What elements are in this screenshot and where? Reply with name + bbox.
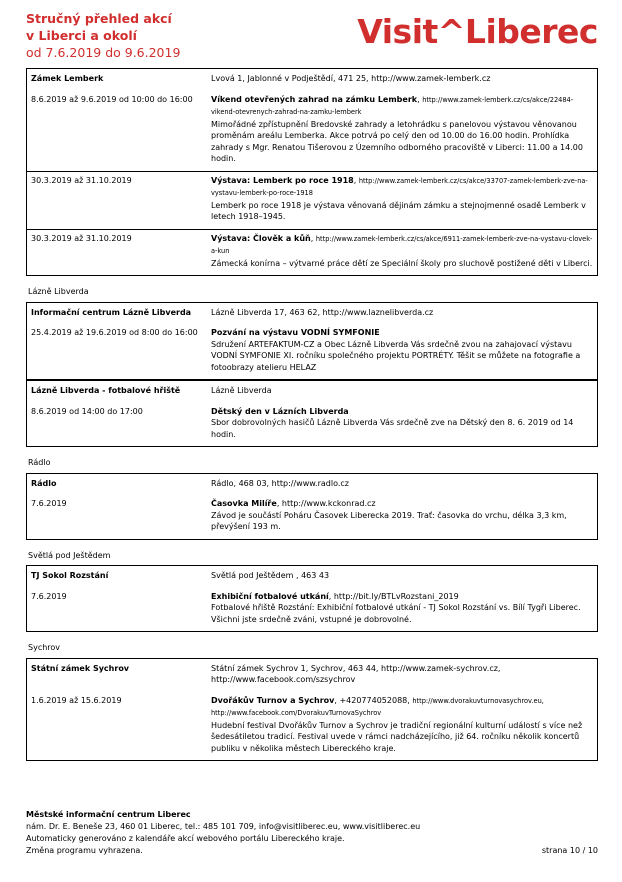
page-number: strana 10 / 10: [541, 846, 598, 855]
event-title: Dětský den v Lázních Libverda: [211, 406, 349, 416]
date-range: od 7.6.2019 do 9.6.2019: [26, 45, 181, 60]
venue-table: [26, 302, 598, 381]
event-title-line: [211, 498, 593, 510]
page-footer: [26, 809, 598, 857]
event-description: Sdružení ARTEFAKTUM-CZ a Obec Lázně Libverda Vás srdečně zvou na zahajovací výstavu VODNÍ SYMFONIE XI. ročníku společného projektu PORTRÉTY. Těšit se můžete na fotografie a fotoobrazy atelieru HELAZ: [211, 339, 581, 372]
venue-name: Informační centrum Lázně Libverda: [31, 307, 192, 317]
event-title-suffix: ,: [353, 175, 357, 185]
event-details: [207, 495, 598, 539]
event-row: [27, 229, 598, 276]
event-url[interactable]: http://www.zamek-lemberk.cz/cs/akce/33707-zamek-lemberk-zve-na-vystavu-lemberk-po-roce-1918: [211, 176, 588, 197]
page-header: [26, 10, 598, 68]
event-description: Mimořádné zpřístupnění Bredovské zahrady a letohrádku s panelovou výstavou věnovanou proměnám areálu Lemberka. Akce potrvá po celý den od 10.00 do 16.00 hodin. Prohlídka zahrady s Mgr. Renatou Tišerovou z Územního odborného pracoviště v Liberci: 11.00 a 14.00 hodin.: [211, 119, 583, 163]
event-row: [27, 692, 598, 761]
event-details: [207, 229, 598, 276]
venue-address: Lázně Libverda: [211, 386, 272, 395]
event-details: [207, 403, 598, 447]
event-date: 30.3.2019 až 31.10.2019: [27, 171, 208, 229]
section-label: Rádlo: [28, 458, 51, 467]
event-details: [207, 692, 598, 761]
event-description: Hudební festival Dvořákův Turnov a Sychrov je tradiční regionální kulturní událostí s více než šedesátiletou tradicí. Festival uvede v rámci nadcházejícího, již 64. ročníku několik koncertů publiku v několika městech Libereckého kraje.: [211, 720, 583, 753]
event-title-line: [211, 94, 593, 119]
event-title-suffix: ,: [276, 499, 280, 508]
event-title: Výstava: Lemberk po roce 1918: [211, 175, 354, 185]
event-title: Výstava: Člověk a kůň: [211, 233, 311, 243]
event-title-line: [211, 233, 593, 258]
venue-name: Zámek Lemberk: [31, 74, 104, 83]
event-details: [207, 171, 598, 229]
event-date: 1.6.2019 až 15.6.2019: [31, 695, 122, 705]
venue-header-row: [27, 566, 598, 588]
event-title: Exhibiční fotbalové utkání: [211, 591, 329, 601]
event-url[interactable]: http://www.kckonrad.cz: [281, 499, 376, 508]
venue-table: [26, 658, 598, 762]
venue-name: Státní zámek Sychrov: [31, 663, 130, 673]
event-row: [27, 495, 598, 539]
event-date: 7.6.2019: [31, 499, 67, 508]
event-title-line: [211, 591, 593, 603]
section-label: Světlá pod Ještědem: [28, 550, 111, 560]
venue-address: Světlá pod Ještědem , 463 43: [211, 571, 330, 580]
event-description: Závod je součástí Poháru Časovek Liberecka 2019. Trať: časovka do vrchu, délka 3,3 km, převýšení 193 m.: [211, 510, 567, 531]
footer-change-note: Změna programu vyhrazena.: [26, 846, 143, 855]
event-title: Dvořákův Turnov a Sychrov: [211, 695, 335, 705]
venue-name: TJ Sokol Rozstání: [31, 571, 109, 580]
venue-table: [26, 68, 598, 276]
venue-table: [26, 380, 598, 447]
venue-name: Rádlo: [31, 478, 57, 488]
event-date: 30.3.2019 až 31.10.2019: [27, 229, 208, 276]
footer-organization: Městské informační centrum Liberec: [26, 810, 191, 819]
venue-header-row: [27, 658, 598, 692]
document-title-line1: Stručný přehled akcí: [26, 11, 172, 26]
venue-table: [26, 565, 598, 632]
event-row: [27, 171, 598, 229]
event-url[interactable]: http://www.dvorakuvturnovasychrov.eu, http://www.facebook.com/DvorakuvTurnovaSychrov: [211, 696, 544, 717]
event-details: [207, 588, 598, 632]
event-url[interactable]: http://www.zamek-lemberk.cz/cs/akce/22484-vikend-otevrenych-zahrad-na-zamku-lemberk: [211, 95, 574, 116]
event-title-line: [211, 406, 593, 418]
event-details: [207, 91, 598, 172]
section-label: Sychrov: [28, 643, 61, 652]
event-row: [27, 588, 598, 632]
event-details: [207, 324, 598, 380]
document-title-line2: v Liberci a okolí: [26, 28, 137, 43]
event-row: [27, 91, 598, 172]
event-url[interactable]: http://www.zamek-lemberk.cz/cs/akce/6911-zamek-lemberk-zve-na-vystavu-clovek-a-kun: [211, 234, 593, 255]
visit-liberec-logo: Visit^Liberec: [357, 12, 598, 51]
section-label: Lázně Libverda: [28, 287, 89, 296]
venue-header-row: [27, 473, 598, 495]
venue-address: Státní zámek Sychrov 1, Sychrov, 463 44, http://www.zamek-sychrov.cz, http://www.facebook.com/szsychrov: [211, 663, 501, 684]
event-description: Zámecká konírna – výtvarné práce dětí ze Speciální školy pro sluchově postižené děti v Liberci.: [211, 258, 593, 268]
event-description: Sbor dobrovolných hasičů Lázně Libverda Vás srdečně zve na Dětský den 8. 6. 2019 od 14 hodin.: [211, 418, 574, 439]
event-title: Časovka Milíře: [211, 499, 277, 508]
events-list: [26, 68, 598, 761]
event-title: Pozvání na výstavu VODNÍ SYMFONIE: [211, 328, 380, 337]
event-title-line: [211, 695, 593, 720]
footer-generated-note: Automaticky generováno z kalendáře akcí webového portálu Libereckého kraje.: [26, 834, 345, 843]
event-title-line: [211, 175, 593, 200]
event-date: 7.6.2019: [31, 591, 67, 601]
event-row: [27, 403, 598, 447]
footer-address: nám. Dr. E. Beneše 23, 460 01 Liberec, tel.: 485 101 709, info@visitliberec.eu, www.visitliberec.eu: [26, 822, 421, 831]
event-description: Lemberk po roce 1918 je výstava věnovaná dějinám zámku a stejnojmenné osadě Lemberk v letech 1918–1945.: [211, 200, 586, 221]
venue-table: [26, 473, 598, 540]
event-title-suffix: , +420774052088,: [334, 695, 410, 705]
event-title-suffix: ,: [310, 233, 314, 243]
event-title-suffix: ,: [328, 591, 332, 601]
event-title-line: [211, 327, 593, 339]
event-date: 8.6.2019 až 9.6.2019 od 10:00 do 16:00: [31, 94, 193, 104]
event-date: 8.6.2019 od 14:00 do 17:00: [31, 406, 143, 416]
venue-header-row: [27, 302, 598, 324]
event-url[interactable]: http://bit.ly/BTLvRozstani_2019: [333, 591, 459, 601]
venue-header-row: [27, 69, 598, 91]
event-title-suffix: ,: [417, 94, 420, 104]
venue-address: Lvová 1, Jablonné v Podještědí, 471 25, http://www.zamek-lemberk.cz: [211, 74, 491, 83]
event-row: [27, 324, 598, 380]
event-title: Víkend otevřených zahrad na zámku Lemberk: [211, 94, 418, 104]
event-description: Fotbalové hřiště Rozstání: Exhibiční fotbalové utkání - TJ Sokol Rozstání vs. Bílí Tygři Liberec. Všichni jste srdečně zváni, vstupné je dobrovolné.: [211, 603, 581, 624]
venue-address: Rádlo, 468 03, http://www.radlo.cz: [211, 478, 349, 488]
venue-header-row: [27, 381, 598, 403]
venue-address: Lázně Libverda 17, 463 62, http://www.laznelibverda.cz: [211, 307, 434, 317]
event-date: 25.4.2019 až 19.6.2019 od 8:00 do 16:00: [31, 328, 198, 337]
venue-name: Lázně Libverda - fotbalové hřiště: [31, 386, 181, 395]
